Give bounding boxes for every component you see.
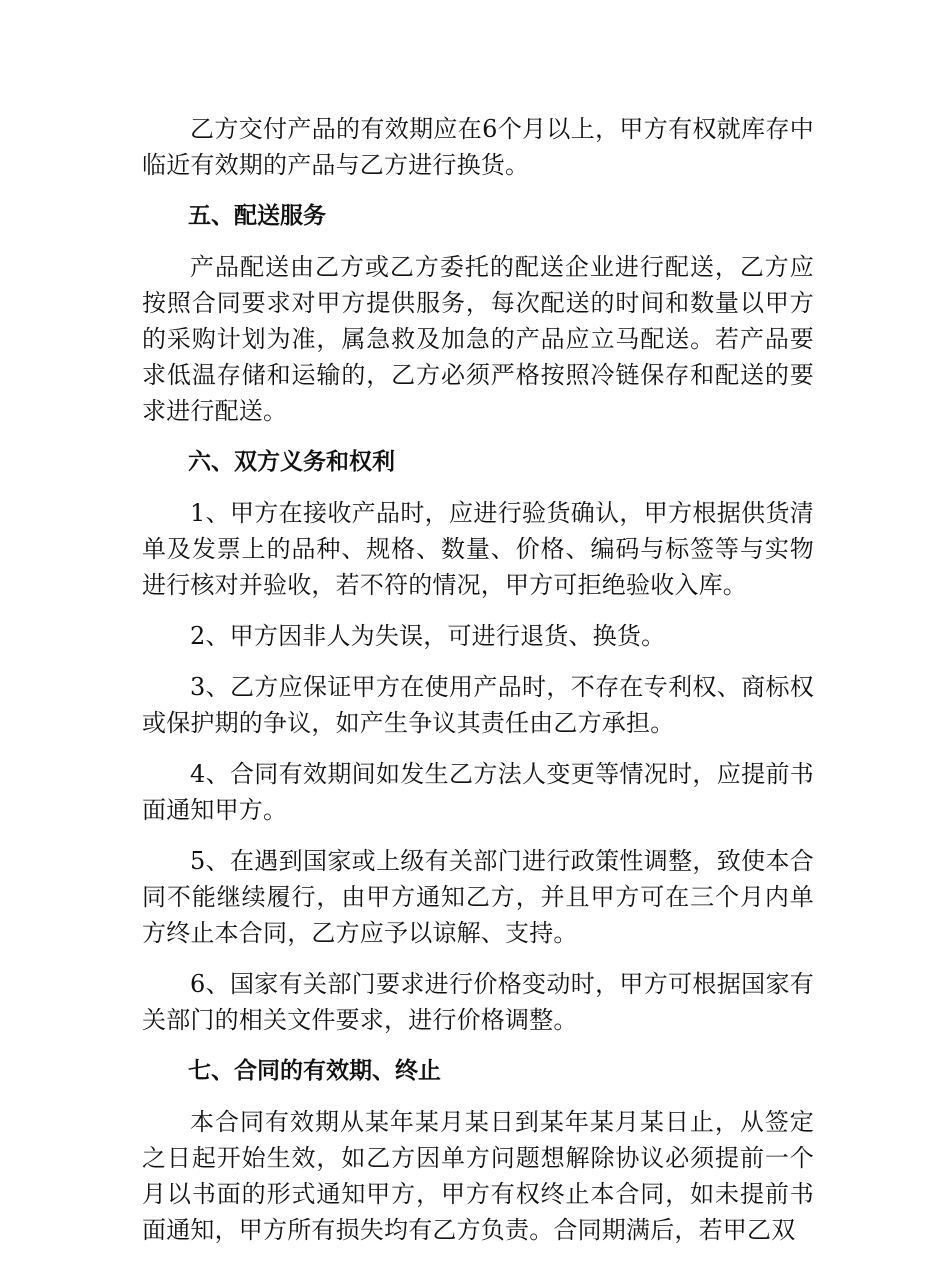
clause-item-3: 3、乙方应保证甲方在使用产品时，不存在专利权、商标权或保护期的争议，如产生争议其责任由乙方承担。 — [142, 673, 814, 737]
document-body — [142, 111, 814, 1263]
clause-item-6: 6、国家有关部门要求进行价格变动时，甲方可根据国家有关部门的相关文件要求，进行价格调整。 — [142, 970, 814, 1034]
paragraph-contract-term: 本合同有效期从某年某月某日到某年某月某日止，从签定之日起开始生效，如乙方因单方问题想解除协议必须提前一个月以书面的形式通知甲方，甲方有权终止本合同，如未提前书面通知，甲方所有损失均有乙方负责。合同期满后，若甲乙双 — [142, 1108, 814, 1244]
section-heading-term: 七、合同的有效期、终止 — [188, 1058, 441, 1084]
clause-item-2: 2、甲方因非人为失误，可进行退货、换货。 — [190, 622, 666, 650]
paragraph-delivery-service: 产品配送由乙方或乙方委托的配送企业进行配送，乙方应按照合同要求对甲方提供服务，每次配送的时间和数量以甲方的采购计划为准，属急救及加急的产品应立马配送。若产品要求低温存储和运输的，乙方必须严格按照冷链保存和配送的要求进行配送。 — [142, 253, 814, 425]
clause-item-4: 4、合同有效期间如发生乙方法人变更等情况时，应提前书面通知甲方。 — [142, 760, 814, 824]
section-heading-obligations: 六、双方义务和权利 — [188, 449, 395, 475]
clause-item-1: 1、甲方在接收产品时，应进行验货确认，甲方根据供货清单及发票上的品种、规格、数量、价格、编码与标签等与实物进行核对并验收，若不符的情况，甲方可拒绝验收入库。 — [142, 499, 814, 599]
paragraph-product-validity: 乙方交付产品的有效期应在6个月以上，甲方有权就库存中临近有效期的产品与乙方进行换货。 — [142, 115, 814, 179]
section-heading-delivery: 五、配送服务 — [188, 203, 326, 229]
clause-item-5: 5、在遇到国家或上级有关部门进行政策性调整，致使本合同不能继续履行，由甲方通知乙方，并且甲方可在三个月内单方终止本合同，乙方应予以谅解、支持。 — [142, 847, 814, 947]
